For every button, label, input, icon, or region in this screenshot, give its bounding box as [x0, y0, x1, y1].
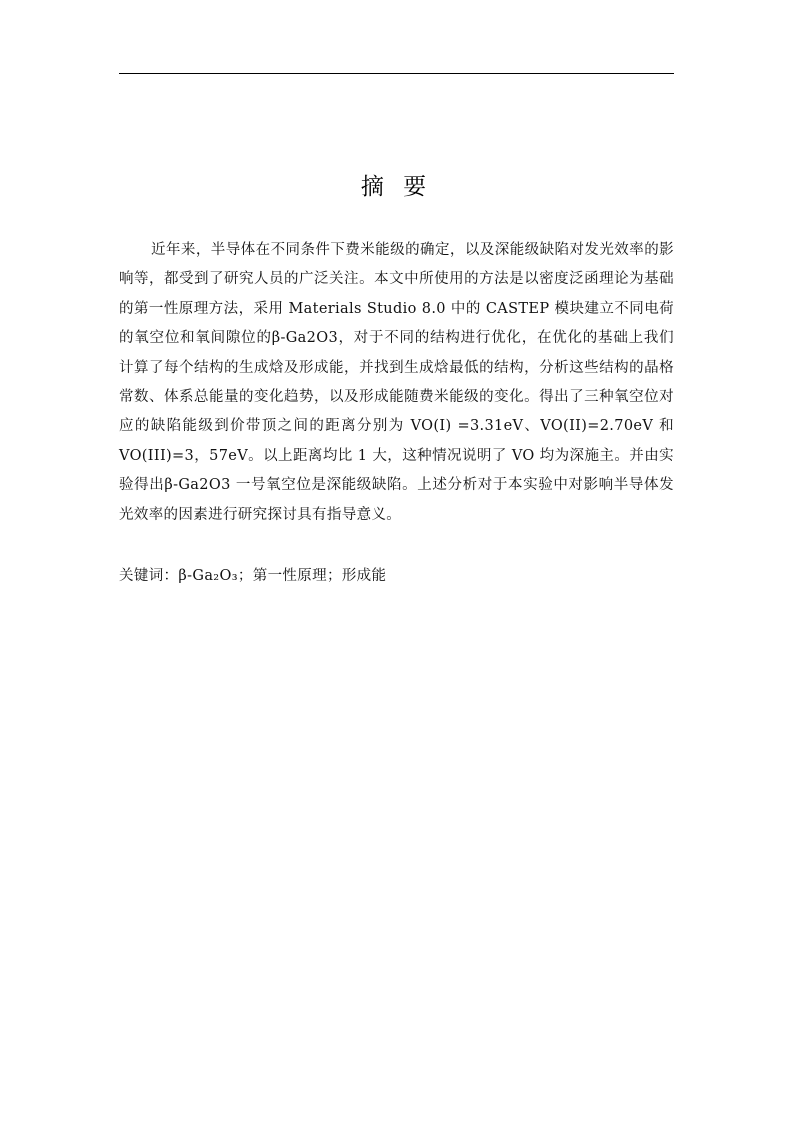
abstract-paragraph: 近年来，半导体在不同条件下费米能级的确定，以及深能级缺陷对发光效率的影响等，都受到了研究人员的广泛关注。本文中所使用的方法是以密度泛函理论为基础的第一性原理方法，采用 Materials Studio 8.0 中的 CASTEP 模块建立不同电荷的氧空位和氧间隙位的β-Ga2O3，对于不同的结构进行优化，在优化的基础上我们计算了每个结构的生成焓及形成能，并找到生成焓最低的结构，分析这些结构的晶格常数、体系总能量的变化趋势，以及形成能随费米能级的变化。得出了三种氧空位对应的缺陷能级到价带顶之间的距离分别为 VO(I) =3.31eV、VO(II)=2.70eV 和 VO(III)=3，57eV。以上距离均比 1 大，这种情况说明了 VO 均为深施主。并由实验得出β-Ga2O3 一号氧空位是深能级缺陷。上述分析对于本实验中对影响半导体发光效率的因素进行研究探讨具有指导意义。 — [119, 242, 674, 523]
header-rule — [119, 73, 674, 74]
page-title: 摘 要 — [360, 174, 433, 200]
keywords-line: 关键词：β-Ga₂O₃；第一性原理；形成能 — [119, 568, 387, 584]
